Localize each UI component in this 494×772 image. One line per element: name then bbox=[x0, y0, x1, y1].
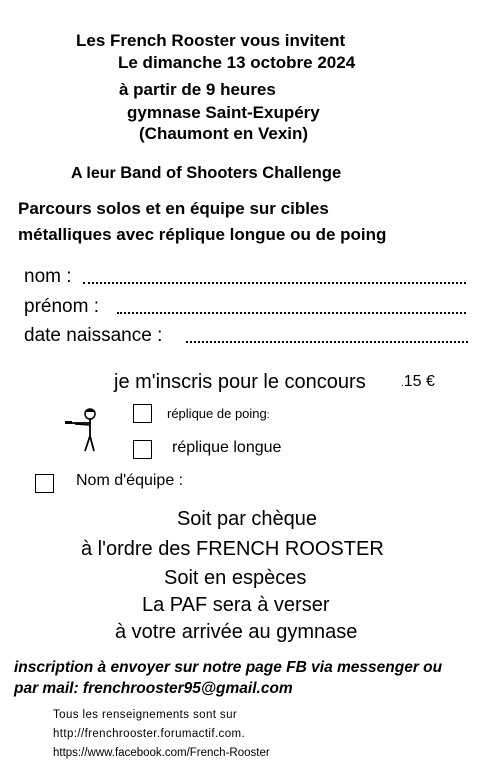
contact-line-1: inscription à envoyer sur notre page FB via messenger ou bbox=[14, 659, 443, 676]
challenge-prefix: A leur bbox=[71, 165, 116, 182]
payment-line-4: La PAF sera à verser bbox=[142, 594, 330, 616]
date-dotted-line[interactable] bbox=[186, 341, 468, 343]
nom-dotted-line[interactable] bbox=[83, 282, 466, 284]
checkbox-replique-longue[interactable] bbox=[133, 440, 152, 459]
shooter-icon bbox=[63, 406, 101, 454]
contact-line-2: par mail: frenchrooster95@gmail.com bbox=[14, 680, 293, 697]
footer-line-1: Tous les renseignements sont sur bbox=[53, 709, 238, 721]
team-label: Nom d'équipe bbox=[76, 472, 175, 489]
description-line-2: métalliques avec réplique longue ou de poing bbox=[18, 225, 387, 244]
checkbox-replique-poing[interactable] bbox=[133, 404, 152, 423]
header-line-4: gymnase Saint-Exupéry bbox=[127, 103, 320, 122]
registration-price: 15 € bbox=[403, 373, 435, 390]
header-line-5: (Chaumont en Vexin) bbox=[139, 124, 309, 143]
payment-line-2: à l'ordre des FRENCH ROOSTER bbox=[81, 538, 384, 560]
date-label: date naissance : bbox=[24, 325, 163, 346]
description-line-1: Parcours solos et en équipe sur cibles bbox=[18, 199, 329, 218]
prenom-dotted-line[interactable] bbox=[117, 312, 466, 314]
header-line-2: Le dimanche 13 octobre 2024 bbox=[118, 53, 356, 72]
option-replique-poing-label: réplique de poing bbox=[167, 406, 267, 421]
header-line-1: Les French Rooster vous invitent bbox=[76, 31, 346, 50]
payment-line-5: à votre arrivée au gymnase bbox=[115, 621, 358, 643]
registration-price-wrap bbox=[401, 373, 435, 391]
checkbox-team[interactable] bbox=[35, 474, 54, 493]
challenge-title bbox=[71, 164, 341, 183]
footer-link-facebook[interactable]: https://www.facebook.com/French-Rooster bbox=[53, 747, 270, 759]
challenge-name: Band of Shooters Challenge bbox=[120, 164, 342, 182]
payment-line-3: Soit en espèces bbox=[164, 567, 307, 589]
option-replique-longue-label: réplique longue bbox=[172, 439, 282, 456]
price-dot: . bbox=[401, 378, 404, 389]
nom-label: nom : bbox=[24, 266, 72, 287]
registration-text: je m'inscris pour le concours bbox=[114, 371, 366, 393]
footer-link-forum[interactable]: http://frenchrooster.forumactif.com. bbox=[53, 728, 246, 740]
prenom-label: prénom : bbox=[24, 296, 99, 317]
header-line-3: à partir de 9 heures bbox=[119, 80, 276, 99]
team-name: Nom d'équipe : bbox=[76, 472, 184, 489]
payment-line-1: Soit par chèque bbox=[176, 508, 318, 530]
option-replique-poing: réplique de poing: bbox=[167, 406, 270, 421]
